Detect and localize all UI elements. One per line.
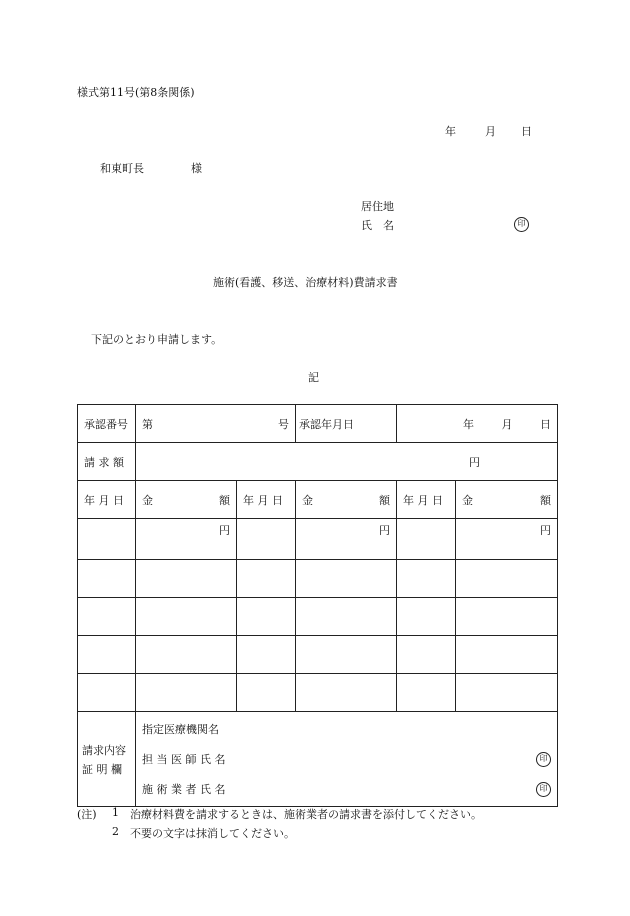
entry-row [78, 598, 558, 636]
amount-gaku: 額 [540, 493, 551, 507]
date-cell[interactable] [78, 560, 136, 598]
amount-cell[interactable] [456, 598, 558, 636]
amount-cell[interactable] [296, 560, 397, 598]
amount-cell[interactable] [296, 598, 397, 636]
amount-cell[interactable] [296, 674, 397, 712]
claim-label: 請 求 額 [78, 443, 136, 481]
date-cell[interactable] [78, 636, 136, 674]
amount-kin: 金 [142, 493, 153, 507]
yen-unit: 円 [540, 524, 551, 537]
approval-month: 月 [501, 417, 513, 431]
amount-kin: 金 [302, 493, 313, 507]
certification-row [78, 712, 558, 807]
date-cell[interactable] [78, 674, 136, 712]
date-month: 月 [485, 125, 496, 138]
form-number: 様式第11号(第8条関係) [77, 86, 195, 99]
date-cell[interactable] [237, 519, 296, 560]
amount-cell[interactable] [456, 519, 558, 560]
entry-row [78, 560, 558, 598]
note-2-number: 2 [112, 825, 119, 838]
amount-header-2 [296, 481, 397, 519]
amount-cell[interactable] [456, 674, 558, 712]
date-cell[interactable] [237, 636, 296, 674]
amount-header-3 [456, 481, 558, 519]
date-cell[interactable] [78, 519, 136, 560]
amount-cell[interactable] [136, 598, 237, 636]
header-row [78, 481, 558, 519]
amount-gaku: 額 [379, 493, 390, 507]
entry-row [78, 519, 558, 560]
entry-row [78, 636, 558, 674]
amount-cell[interactable] [296, 636, 397, 674]
note-1-number: 1 [112, 806, 119, 819]
date-cell[interactable] [78, 598, 136, 636]
date-cell[interactable] [397, 636, 456, 674]
institution-label: 指定医療機関名 [142, 723, 219, 736]
date-header-2: 年 月 日 [237, 481, 296, 519]
date-cell[interactable] [237, 560, 296, 598]
yen-unit: 円 [219, 524, 230, 537]
cert-label-line1: 請求内容 [82, 743, 126, 757]
applicant-seal [514, 216, 529, 232]
yen-unit: 円 [379, 524, 390, 537]
addressee-name: 和東町長 [100, 162, 144, 175]
date-cell[interactable] [397, 560, 456, 598]
practitioner-seal: 印 [536, 782, 551, 797]
date-header-1: 年 月 日 [78, 481, 136, 519]
ki-label: 記 [308, 371, 319, 384]
intro-text: 下記のとおり申請します。 [91, 333, 223, 346]
amount-cell[interactable] [136, 674, 237, 712]
amount-cell[interactable] [456, 636, 558, 674]
amount-cell[interactable] [456, 560, 558, 598]
date-year: 年 [445, 125, 456, 138]
date-cell[interactable] [397, 519, 456, 560]
approval-no-label: 承認番号 [78, 405, 136, 443]
name-label: 氏 名 [361, 219, 394, 232]
note-prefix: (注) [77, 808, 97, 821]
doctor-label: 担 当 医 師 氏 名 [142, 753, 226, 766]
dai-text: 第 [142, 417, 153, 431]
amount-kin: 金 [462, 493, 473, 507]
approval-no-cell[interactable] [136, 405, 296, 443]
note-2-text: 不要の文字は抹消してください。 [130, 827, 295, 840]
entry-row [78, 674, 558, 712]
certification-label [78, 712, 136, 807]
date-header-3: 年 月 日 [397, 481, 456, 519]
practitioner-label: 施 術 業 者 氏 名 [142, 783, 226, 796]
amount-cell[interactable] [296, 519, 397, 560]
address-label: 居住地 [361, 200, 394, 213]
amount-cell[interactable] [136, 519, 237, 560]
approval-date-label: 承認年月日 [296, 405, 397, 443]
amount-cell[interactable] [136, 560, 237, 598]
approval-row [78, 405, 558, 443]
approval-year: 年 [463, 417, 474, 431]
amount-cell[interactable] [136, 636, 237, 674]
addressee-honorific: 様 [191, 162, 202, 175]
date-cell[interactable] [237, 598, 296, 636]
document-title: 施術(看護、移送、治療材料)費請求書 [213, 276, 398, 289]
date-cell[interactable] [237, 674, 296, 712]
certification-cell[interactable] [136, 712, 558, 807]
note-1-text: 治療材料費を請求するときは、施術業者の請求書を添付してください。 [130, 808, 482, 821]
claim-row [78, 443, 558, 481]
claim-yen: 円 [469, 455, 480, 469]
go-text: 号 [278, 417, 289, 431]
claim-table [77, 404, 558, 807]
approval-day: 日 [540, 417, 551, 431]
date-line [445, 123, 532, 139]
seal-mark: 印 [514, 217, 529, 232]
amount-header-1 [136, 481, 237, 519]
date-cell[interactable] [397, 598, 456, 636]
approval-date-cell[interactable] [397, 405, 558, 443]
doctor-seal: 印 [536, 752, 551, 767]
claim-amount-cell[interactable] [136, 443, 558, 481]
date-day: 日 [521, 125, 532, 138]
date-cell[interactable] [397, 674, 456, 712]
amount-gaku: 額 [219, 493, 230, 507]
cert-label-line2: 証 明 欄 [82, 762, 122, 776]
addressee [100, 160, 202, 176]
